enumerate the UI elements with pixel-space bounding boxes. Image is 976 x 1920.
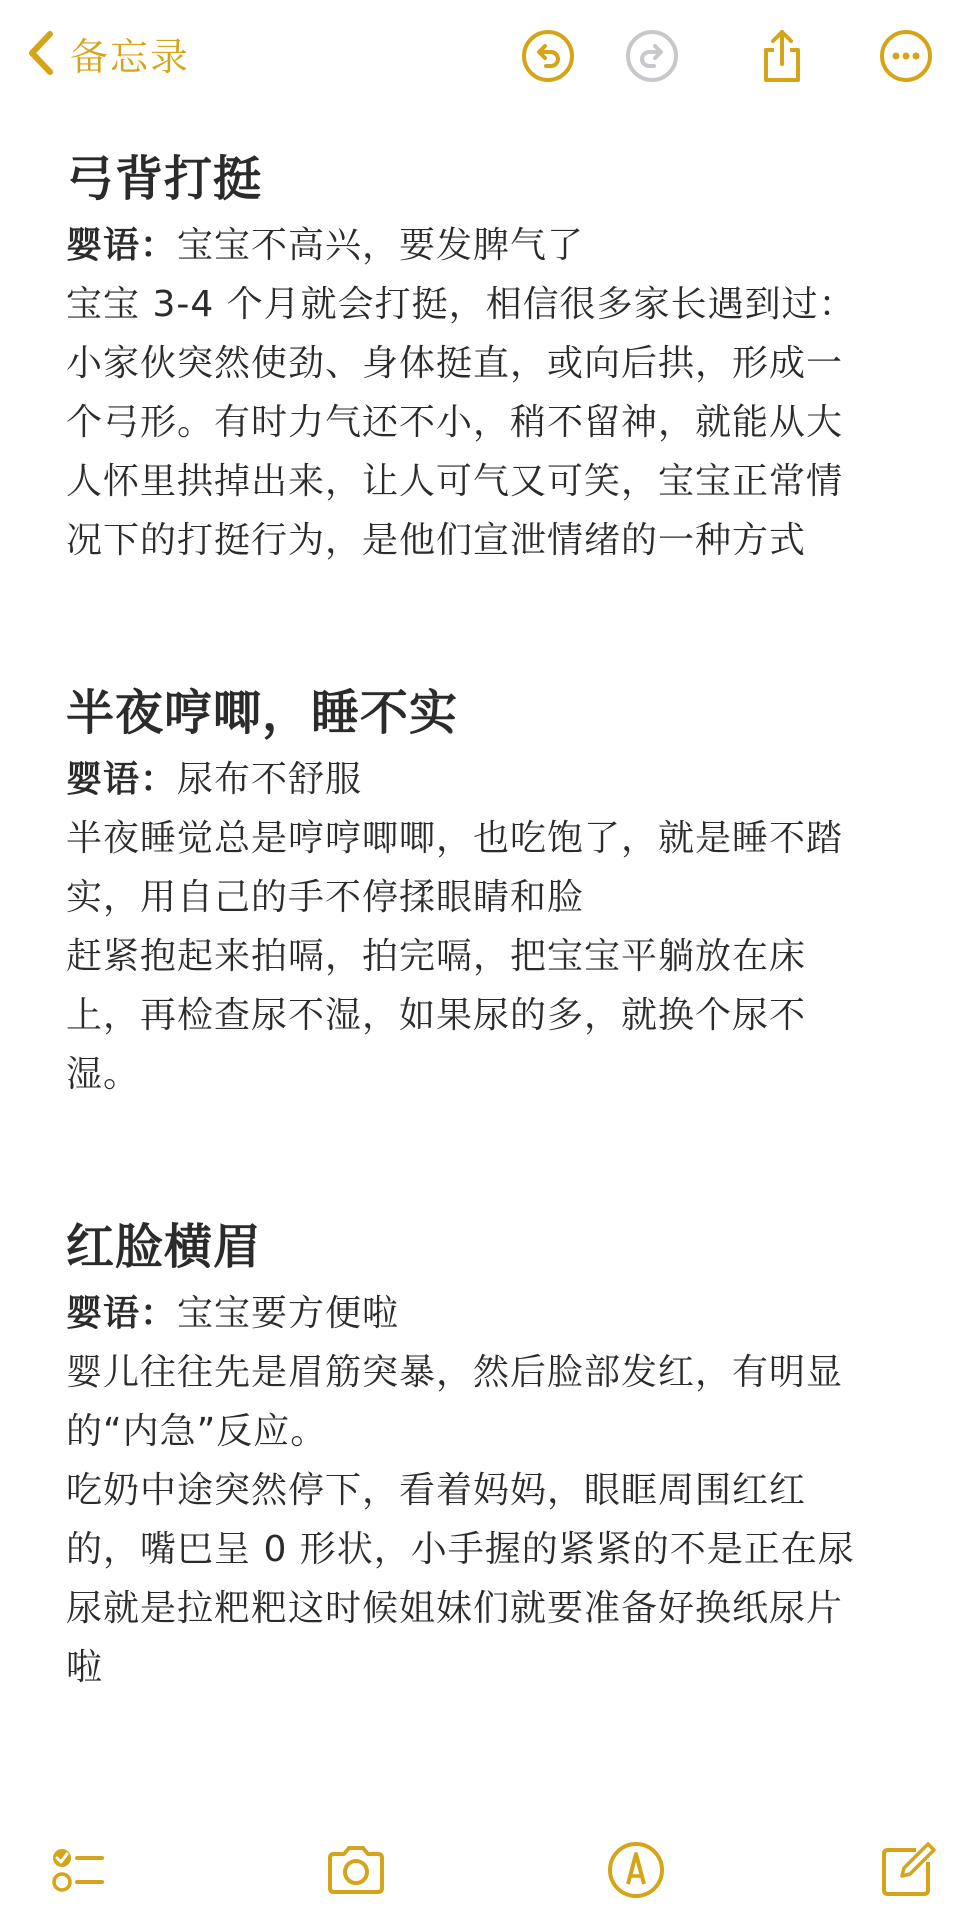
more-button[interactable] <box>878 28 934 84</box>
paragraph-line: 啦 <box>66 1647 104 1688</box>
compose-icon <box>876 1838 940 1902</box>
share-button[interactable] <box>754 28 810 84</box>
note-section <box>66 680 926 1104</box>
bottom-toolbar <box>0 1820 976 1920</box>
paragraph-line: 宝宝 3-4 个月就会打挺，相信很多家长遇到过： <box>66 284 856 325</box>
back-button[interactable] <box>26 28 190 78</box>
paragraph-line: 婴儿往往先是眉筋突暴，然后脸部发红，有明显 <box>66 1352 844 1393</box>
section-heading: 弓背打挺 <box>66 151 263 207</box>
section-spacer <box>66 570 926 680</box>
paragraph-line: 实，用自己的手不停揉眼睛和脸 <box>66 877 585 918</box>
section-spacer <box>66 1104 926 1214</box>
note-section <box>66 1214 926 1697</box>
paragraph-line: 湿。 <box>66 1054 141 1095</box>
paragraph-line: 小家伙突然使劲、身体挺直，或向后拱，形成一 <box>66 343 844 384</box>
paragraph-line: 吃奶中途突然停下，看着妈妈，眼眶周围红红 <box>66 1470 807 1511</box>
paragraph-line: 上，再检查尿不湿，如果尿的多，就换个尿不 <box>66 995 807 1036</box>
baby-language-label: 婴语： <box>66 225 178 266</box>
baby-language-line <box>66 216 926 275</box>
paragraph-line: 个弓形。有时力气还不小，稍不留神，就能从大 <box>66 402 844 443</box>
redo-button[interactable] <box>624 28 680 84</box>
note-body[interactable] <box>66 146 926 1697</box>
share-icon <box>754 28 810 84</box>
chevron-left-icon <box>26 30 56 76</box>
top-toolbar <box>0 0 976 110</box>
back-label: 备忘录 <box>70 34 191 79</box>
ellipsis-circle-icon <box>878 28 934 84</box>
redo-icon <box>624 28 680 84</box>
paragraph-line: 尿就是拉粑粑这时候姐妹们就要准备好换纸尿片 <box>66 1588 844 1629</box>
baby-language-meaning: 宝宝要方便啦 <box>177 1293 400 1334</box>
baby-language-line <box>66 1284 926 1343</box>
camera-button[interactable] <box>324 1838 388 1902</box>
baby-language-meaning: 尿布不舒服 <box>177 759 363 800</box>
baby-language-meaning: 宝宝不高兴，要发脾气了 <box>177 225 585 266</box>
note-section <box>66 146 926 570</box>
paragraph-line: 赶紧抱起来拍嗝，拍完嗝，把宝宝平躺放在床 <box>66 936 807 977</box>
paragraph-line: 的“内急”反应。 <box>66 1411 328 1452</box>
undo-button[interactable] <box>520 28 576 84</box>
markup-button[interactable] <box>604 1838 668 1902</box>
paragraph-line: 人怀里拱掉出来，让人可气又可笑，宝宝正常情 <box>66 461 844 502</box>
compose-button[interactable] <box>876 1838 940 1902</box>
baby-language-label: 婴语： <box>66 1293 178 1334</box>
paragraph-line: 的，嘴巴呈 0 形状，小手握的紧紧的不是正在尿 <box>66 1529 855 1570</box>
section-heading: 红脸横眉 <box>66 1219 263 1275</box>
baby-language-line <box>66 750 926 809</box>
paragraph-line: 况下的打挺行为，是他们宣泄情绪的一种方式 <box>66 520 807 561</box>
checklist-icon <box>44 1838 108 1902</box>
checklist-button[interactable] <box>44 1838 108 1902</box>
section-heading: 半夜哼唧，睡不实 <box>66 685 459 741</box>
undo-icon <box>520 28 576 84</box>
pen-tip-icon <box>604 1838 668 1902</box>
baby-language-label: 婴语： <box>66 759 178 800</box>
paragraph-line: 半夜睡觉总是哼哼唧唧，也吃饱了，就是睡不踏 <box>66 818 844 859</box>
camera-icon <box>324 1838 388 1902</box>
